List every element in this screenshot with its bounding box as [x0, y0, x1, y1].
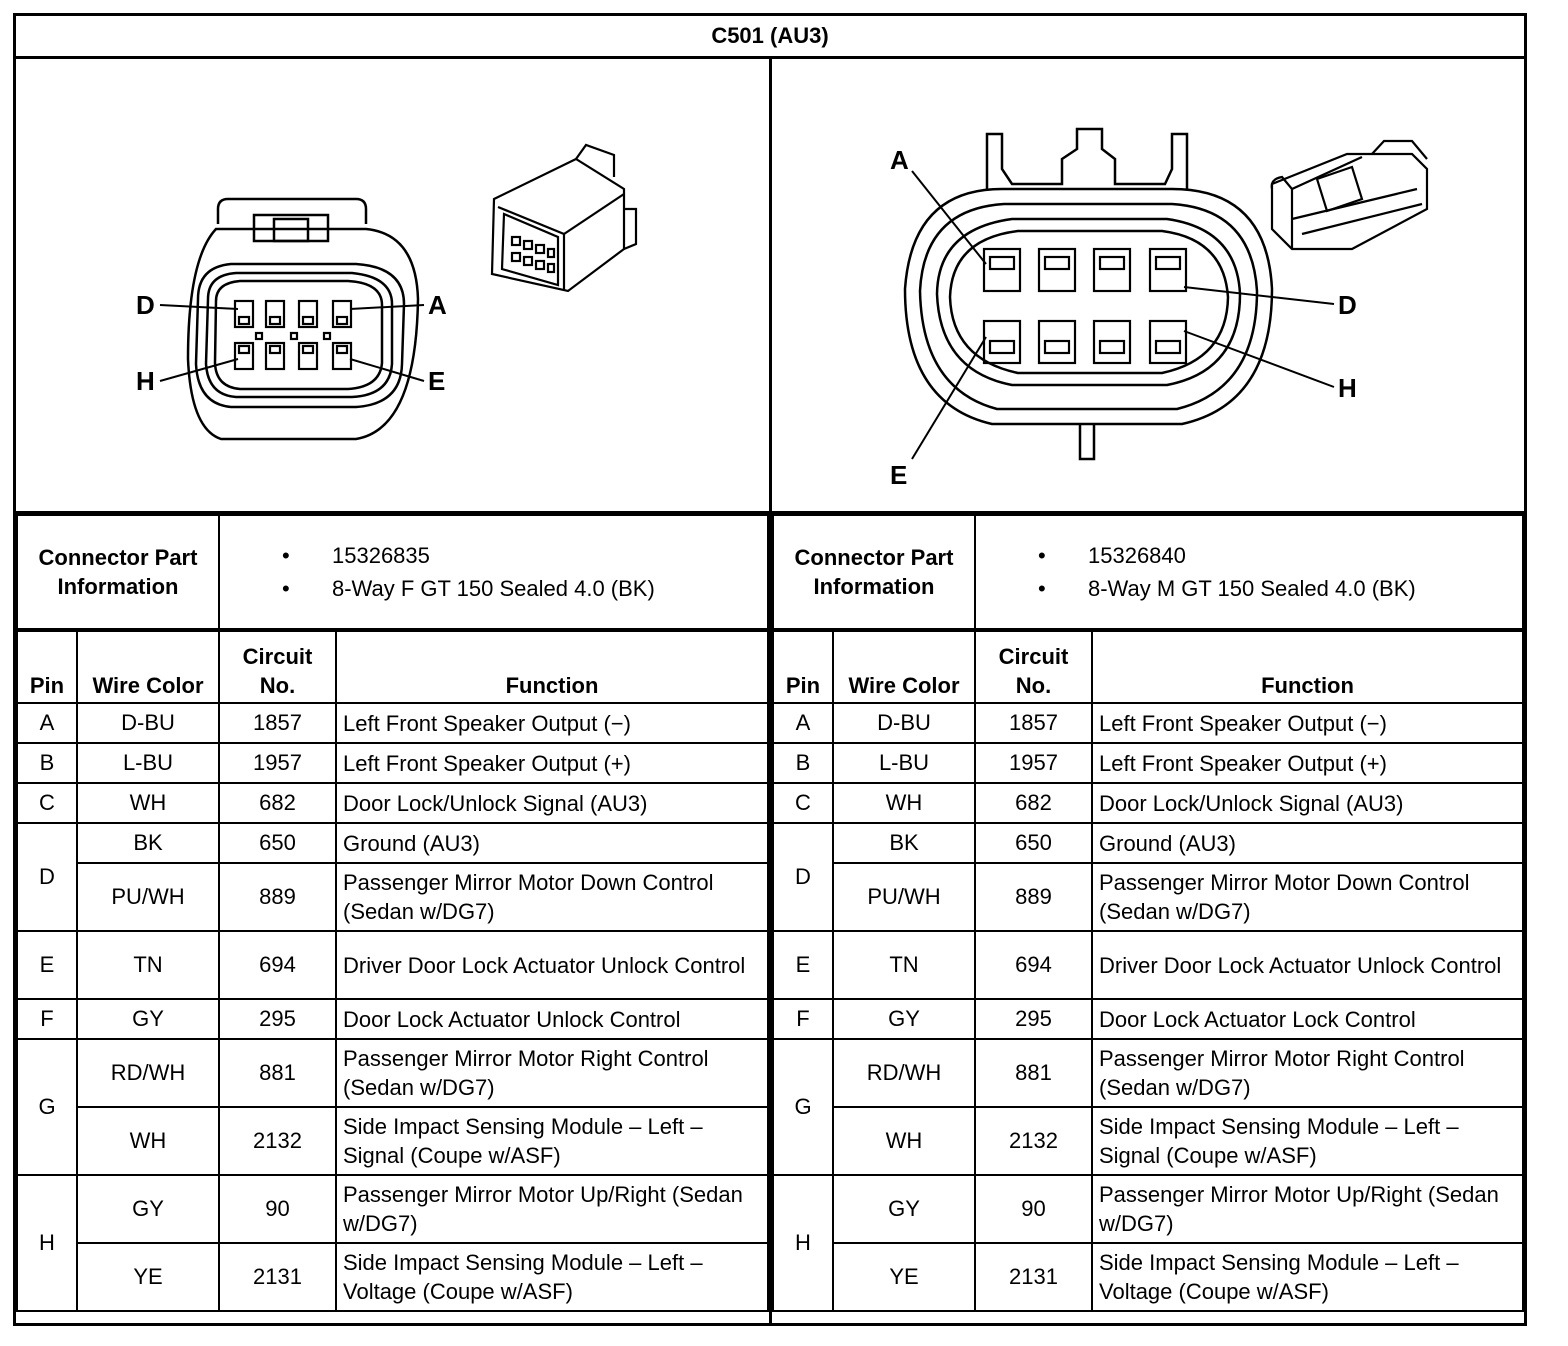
pin-label-d: D: [136, 290, 155, 320]
circuit-cell: 2131: [975, 1243, 1092, 1311]
pin-label-e: E: [428, 366, 446, 396]
circuit-cell: 881: [975, 1039, 1092, 1107]
circuit-cell: 682: [219, 783, 336, 823]
info-values: [975, 515, 1523, 629]
function-cell: Door Lock/Unlock Signal (AU3): [1092, 783, 1523, 823]
header-function: Function: [1092, 631, 1523, 703]
header-circuit-line1: Circuit: [242, 644, 313, 669]
wire-cell: D-BU: [833, 703, 975, 743]
pin-table: [772, 630, 1524, 1312]
table-row: [17, 999, 768, 1039]
table-row: [773, 863, 1523, 931]
table-row: [17, 1107, 768, 1175]
connector-title: C501 (AU3): [16, 16, 1524, 59]
function-cell: Passenger Mirror Motor Down Control (Sedan w/DG7): [336, 863, 768, 931]
header-circuit-line1: Circuit: [998, 644, 1069, 669]
circuit-cell: 1957: [219, 743, 336, 783]
table-row: [17, 1243, 768, 1311]
header-wire-color: Wire Color: [77, 631, 219, 703]
wire-cell: WH: [77, 783, 219, 823]
function-cell: Side Impact Sensing Module – Left – Voltage (Coupe w/ASF): [336, 1243, 768, 1311]
pin-label-h: H: [136, 366, 155, 396]
wire-cell: L-BU: [77, 743, 219, 783]
function-cell: Side Impact Sensing Module – Left – Signal (Coupe w/ASF): [336, 1107, 768, 1175]
table-row: [17, 863, 768, 931]
wire-cell: L-BU: [833, 743, 975, 783]
wire-cell: RD/WH: [833, 1039, 975, 1107]
wire-cell: RD/WH: [77, 1039, 219, 1107]
header-circuit: [219, 631, 336, 703]
table-row: [773, 703, 1523, 743]
function-cell: Side Impact Sensing Module – Left – Voltage (Coupe w/ASF): [1092, 1243, 1523, 1311]
table-row: [773, 823, 1523, 863]
pin-label-e: E: [890, 460, 908, 490]
info-label-line2: Information: [57, 574, 179, 599]
circuit-cell: 1957: [975, 743, 1092, 783]
header-pin: Pin: [773, 631, 833, 703]
function-cell: Left Front Speaker Output (+): [1092, 743, 1523, 783]
function-cell: Passenger Mirror Motor Up/Right (Sedan w/DG7): [1092, 1175, 1523, 1243]
connector-part-info: [16, 514, 769, 630]
wire-cell: WH: [77, 1107, 219, 1175]
table-row: [17, 743, 768, 783]
circuit-cell: 295: [975, 999, 1092, 1039]
wire-cell: PU/WH: [77, 863, 219, 931]
part-description: • 8-Way M GT 150 Sealed 4.0 (BK): [1038, 572, 1516, 605]
function-cell: Ground (AU3): [336, 823, 768, 863]
function-cell: Left Front Speaker Output (−): [336, 703, 768, 743]
pin-cell: H: [17, 1175, 77, 1311]
function-cell: Left Front Speaker Output (+): [336, 743, 768, 783]
circuit-cell: 694: [219, 931, 336, 999]
wire-cell: YE: [77, 1243, 219, 1311]
header-circuit-line2: No.: [259, 673, 296, 698]
pin-label-a: A: [428, 290, 447, 320]
pin-cell: E: [17, 931, 77, 999]
circuit-cell: 682: [975, 783, 1092, 823]
info-label-line1: Connector Part: [38, 545, 198, 570]
header-wire-color: Wire Color: [833, 631, 975, 703]
function-cell: Left Front Speaker Output (−): [1092, 703, 1523, 743]
table-row: [773, 931, 1523, 999]
table-row: [17, 823, 768, 863]
info-label: [773, 515, 975, 629]
circuit-cell: 90: [975, 1175, 1092, 1243]
info-label-line2: Information: [813, 574, 935, 599]
circuit-cell: 694: [975, 931, 1092, 999]
female-connector-3d-icon: [492, 145, 636, 291]
table-row: [773, 1107, 1523, 1175]
connector-part-info: [772, 514, 1524, 630]
info-label: [17, 515, 219, 629]
pin-cell: G: [17, 1039, 77, 1175]
wire-cell: WH: [833, 1107, 975, 1175]
circuit-cell: 295: [219, 999, 336, 1039]
circuit-cell: 1857: [975, 703, 1092, 743]
part-number: • 15326840: [1038, 539, 1516, 572]
pin-cell: F: [17, 999, 77, 1039]
male-connector-diagram: [772, 59, 1524, 511]
circuit-cell: 2132: [975, 1107, 1092, 1175]
wire-cell: GY: [77, 1175, 219, 1243]
header-circuit-line2: No.: [1015, 673, 1052, 698]
wire-cell: GY: [77, 999, 219, 1039]
function-cell: Passenger Mirror Motor Up/Right (Sedan w/DG7): [336, 1175, 768, 1243]
header-circuit: [975, 631, 1092, 703]
circuit-cell: 90: [219, 1175, 336, 1243]
female-connector-face-icon: [16, 59, 769, 511]
connector-sheet: [13, 13, 1527, 1326]
table-row: [17, 1175, 768, 1243]
function-cell: Passenger Mirror Motor Right Control (Sedan w/DG7): [336, 1039, 768, 1107]
function-cell: Door Lock Actuator Unlock Control: [336, 999, 768, 1039]
wire-cell: D-BU: [77, 703, 219, 743]
function-cell: Driver Door Lock Actuator Unlock Control: [336, 931, 768, 999]
function-cell: Door Lock Actuator Lock Control: [1092, 999, 1523, 1039]
pin-cell: G: [773, 1039, 833, 1175]
function-cell: Passenger Mirror Motor Down Control (Sedan w/DG7): [1092, 863, 1523, 931]
circuit-cell: 2131: [219, 1243, 336, 1311]
circuit-cell: 889: [975, 863, 1092, 931]
pin-cell: D: [17, 823, 77, 931]
table-row: [17, 783, 768, 823]
info-values: [219, 515, 768, 629]
function-cell: Ground (AU3): [1092, 823, 1523, 863]
table-row: [773, 1039, 1523, 1107]
pin-cell: A: [773, 703, 833, 743]
table-row: [17, 931, 768, 999]
pin-label-d: D: [1338, 290, 1357, 320]
function-cell: Passenger Mirror Motor Right Control (Sedan w/DG7): [1092, 1039, 1523, 1107]
function-cell: Door Lock/Unlock Signal (AU3): [336, 783, 768, 823]
function-cell: Driver Door Lock Actuator Unlock Control: [1092, 931, 1523, 999]
wire-cell: PU/WH: [833, 863, 975, 931]
pin-cell: E: [773, 931, 833, 999]
function-cell: Side Impact Sensing Module – Left – Signal (Coupe w/ASF): [1092, 1107, 1523, 1175]
wire-cell: GY: [833, 1175, 975, 1243]
circuit-cell: 650: [219, 823, 336, 863]
pin-cell: A: [17, 703, 77, 743]
table-row: [773, 783, 1523, 823]
male-connector-face-icon: [772, 59, 1524, 511]
circuit-cell: 889: [219, 863, 336, 931]
male-connector-section: [772, 511, 1524, 1326]
pin-cell: F: [773, 999, 833, 1039]
wire-cell: WH: [833, 783, 975, 823]
pin-label-a: A: [890, 145, 909, 175]
part-number: • 15326835: [282, 539, 761, 572]
wire-cell: TN: [833, 931, 975, 999]
table-row: [17, 703, 768, 743]
pin-cell: B: [17, 743, 77, 783]
info-label-line1: Connector Part: [794, 545, 954, 570]
pin-table: [16, 630, 769, 1312]
wire-cell: TN: [77, 931, 219, 999]
circuit-cell: 2132: [219, 1107, 336, 1175]
female-connector-section: [16, 511, 772, 1326]
table-row: [773, 1175, 1523, 1243]
table-row: [773, 999, 1523, 1039]
male-connector-3d-icon: [1272, 141, 1427, 249]
header-function: Function: [336, 631, 768, 703]
circuit-cell: 881: [219, 1039, 336, 1107]
table-row: [773, 1243, 1523, 1311]
pin-cell: B: [773, 743, 833, 783]
header-pin: Pin: [17, 631, 77, 703]
circuit-cell: 1857: [219, 703, 336, 743]
female-connector-diagram: [16, 59, 772, 511]
part-description: • 8-Way F GT 150 Sealed 4.0 (BK): [282, 572, 761, 605]
wire-cell: GY: [833, 999, 975, 1039]
pin-cell: C: [17, 783, 77, 823]
pin-cell: C: [773, 783, 833, 823]
pin-cell: H: [773, 1175, 833, 1311]
wire-cell: YE: [833, 1243, 975, 1311]
wire-cell: BK: [833, 823, 975, 863]
wire-cell: BK: [77, 823, 219, 863]
pin-label-h: H: [1338, 373, 1357, 403]
table-row: [773, 743, 1523, 783]
pin-cell: D: [773, 823, 833, 931]
table-row: [17, 1039, 768, 1107]
circuit-cell: 650: [975, 823, 1092, 863]
